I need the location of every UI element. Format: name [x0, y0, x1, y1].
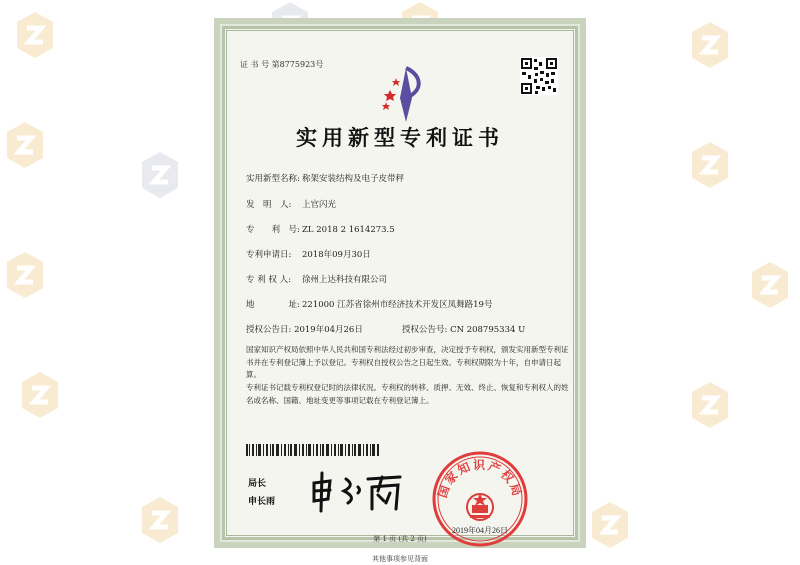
barcode [246, 444, 380, 456]
field-patentee [246, 273, 387, 285]
field-label: 实用新型名称: [246, 174, 300, 184]
field-value: 称架安装结构及电子皮带秤 [302, 174, 405, 184]
watermark-logo-icon [140, 150, 180, 200]
field-value: ZL 2018 2 1614273.5 [302, 225, 395, 235]
seal-text: 国家知识产权局 [435, 458, 525, 500]
watermark-logo-icon [5, 250, 45, 300]
grant-number: 授权公告号: CN 208795334 U [402, 325, 526, 335]
watermark-logo-icon [690, 380, 730, 430]
watermark-logo-icon [5, 120, 45, 170]
paragraph-legal-status: 专利证书记载专利权登记时的法律状况。专利权的转移、质押、无效、终止、恢复和专利权人的姓名或名称、国籍、地址变更等事项记载在专利登记簿上。 [246, 383, 569, 405]
certificate-number: 证 书 号 第8775923号 [240, 60, 324, 69]
grant-date: 授权公告日: 2019年04月26日 [246, 325, 363, 335]
field-value: 221000 江苏省徐州市经济技术开发区凤舞路19号 [302, 300, 493, 310]
field-label: 地 址: [246, 300, 300, 310]
footer-note: 其他事项参见背面 [372, 555, 428, 563]
qr-code [520, 57, 558, 95]
watermark-logo-icon [140, 495, 180, 545]
director-title: 局长 [248, 479, 267, 489]
field-utility-model-name [246, 172, 404, 184]
cnipa-logo-icon [380, 64, 432, 124]
watermark-logo-icon [15, 10, 55, 60]
watermark-logo-icon [20, 370, 60, 420]
field-label: 专 利 号: [246, 225, 300, 235]
field-value: 上官闪光 [302, 200, 337, 210]
patent-certificate [214, 18, 586, 548]
certificate-title: 实用新型专利证书 [296, 125, 504, 150]
seal-date: 2019年04月26日 [452, 526, 508, 535]
director-name: 申长雨 [248, 497, 276, 507]
field-patent-number [246, 223, 395, 235]
national-emblem-icon [467, 493, 493, 520]
watermark-logo-icon [690, 140, 730, 190]
watermark-logo-icon [590, 500, 630, 550]
paragraph-grant-statement: 国家知识产权局依照中华人民共和国专利法经过初步审查，决定授予专利权，颁发实用新型专利证书并在专利登记簿上予以登记。专利权自授权公告之日起生效。专利权期限为十年，自申请日起算。 [246, 345, 569, 379]
watermark-logo-icon [750, 260, 790, 310]
field-label: 专利申请日: [246, 250, 292, 260]
handwritten-signature [308, 469, 408, 513]
field-value: 徐州上达科技有限公司 [302, 275, 388, 285]
field-value: 2018年09月30日 [302, 250, 371, 260]
field-label: 专 利 权 人: [246, 275, 291, 285]
field-inventor [246, 198, 336, 210]
field-address [246, 298, 492, 310]
page-indicator: 第 1 页 (共 2 页) [373, 535, 427, 543]
field-application-date [246, 248, 371, 260]
watermark-logo-icon [690, 20, 730, 70]
field-label: 发 明 人: [246, 200, 292, 210]
